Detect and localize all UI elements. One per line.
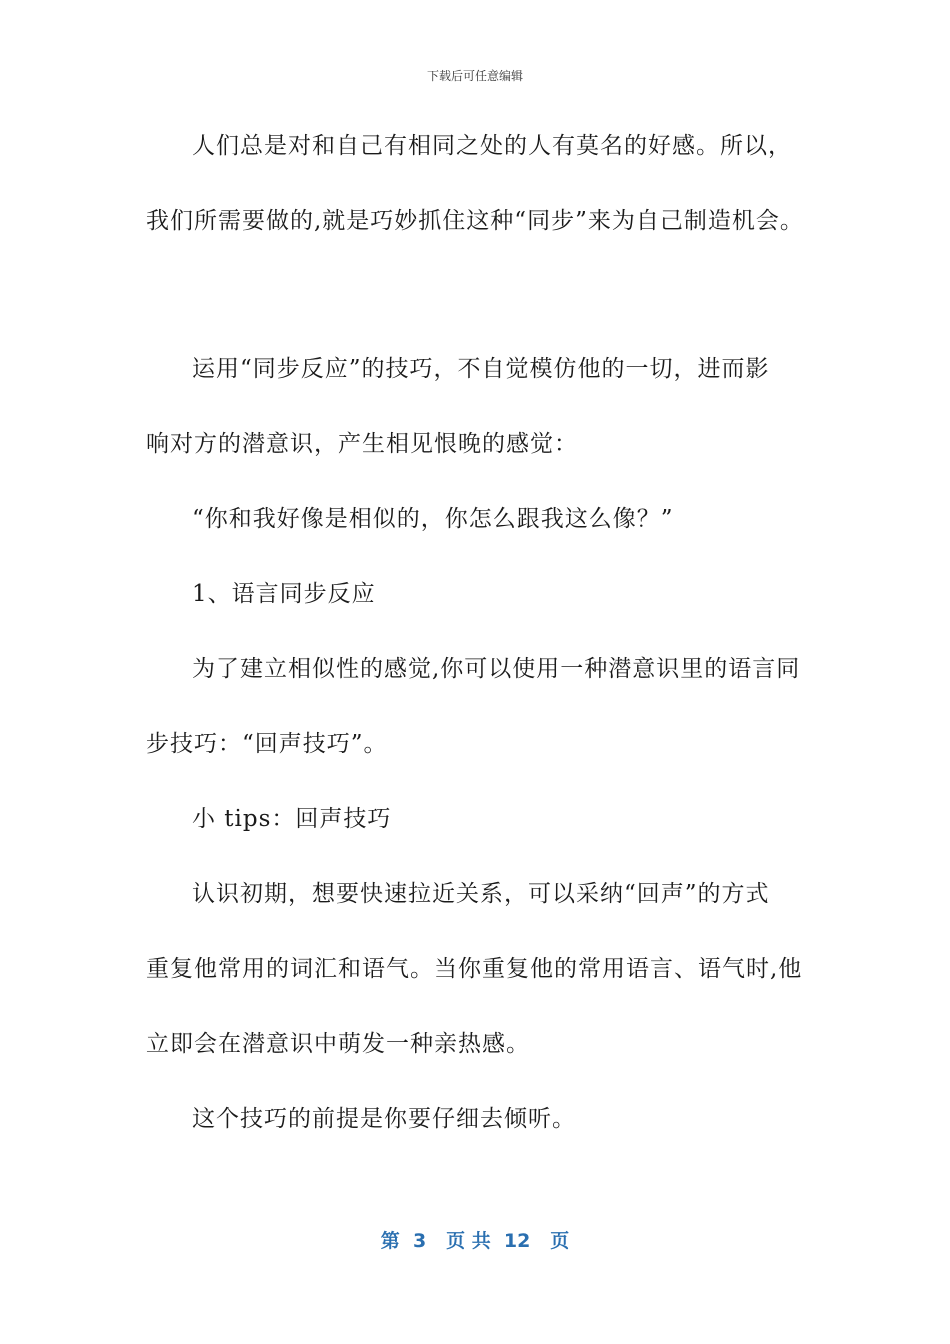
paragraph-line: 运用“同步反应”的技巧，不自觉模仿他的一切，进而影 [192, 356, 770, 382]
quote-line: “你和我好像是相似的，你怎么跟我这么像？” [192, 506, 674, 532]
tips-heading: 小 tips：回声技巧 [192, 806, 392, 832]
paragraph-line: 为了建立相似性的感觉,你可以使用一种潜意识里的语言同 [192, 656, 801, 682]
header-note: 下载后可任意编辑 [426, 69, 523, 83]
paragraph-line: 我们所需要做的,就是巧妙抓住这种“同步”来为自己制造机会。 [146, 208, 804, 234]
paragraph-line: 响对方的潜意识，产生相见恨晚的感觉： [146, 431, 578, 457]
section-heading: 1、语言同步反应 [192, 581, 376, 607]
paragraph-line: 认识初期，想要快速拉近关系，可以采纳“回声”的方式 [192, 881, 770, 907]
paragraph-line: 步技巧：“回声技巧”。 [146, 731, 388, 757]
page-number: 第 3 页 共 12 页 [380, 1230, 570, 1252]
paragraph-line: 重复他常用的词汇和语气。当你重复他的常用语言、语气时,他 [146, 956, 803, 982]
paragraph-line: 人们总是对和自己有相同之处的人有莫名的好感。所以， [192, 133, 792, 159]
paragraph-line: 这个技巧的前提是你要仔细去倾听。 [192, 1106, 576, 1132]
paragraph-line: 立即会在潜意识中萌发一种亲热感。 [146, 1031, 530, 1057]
